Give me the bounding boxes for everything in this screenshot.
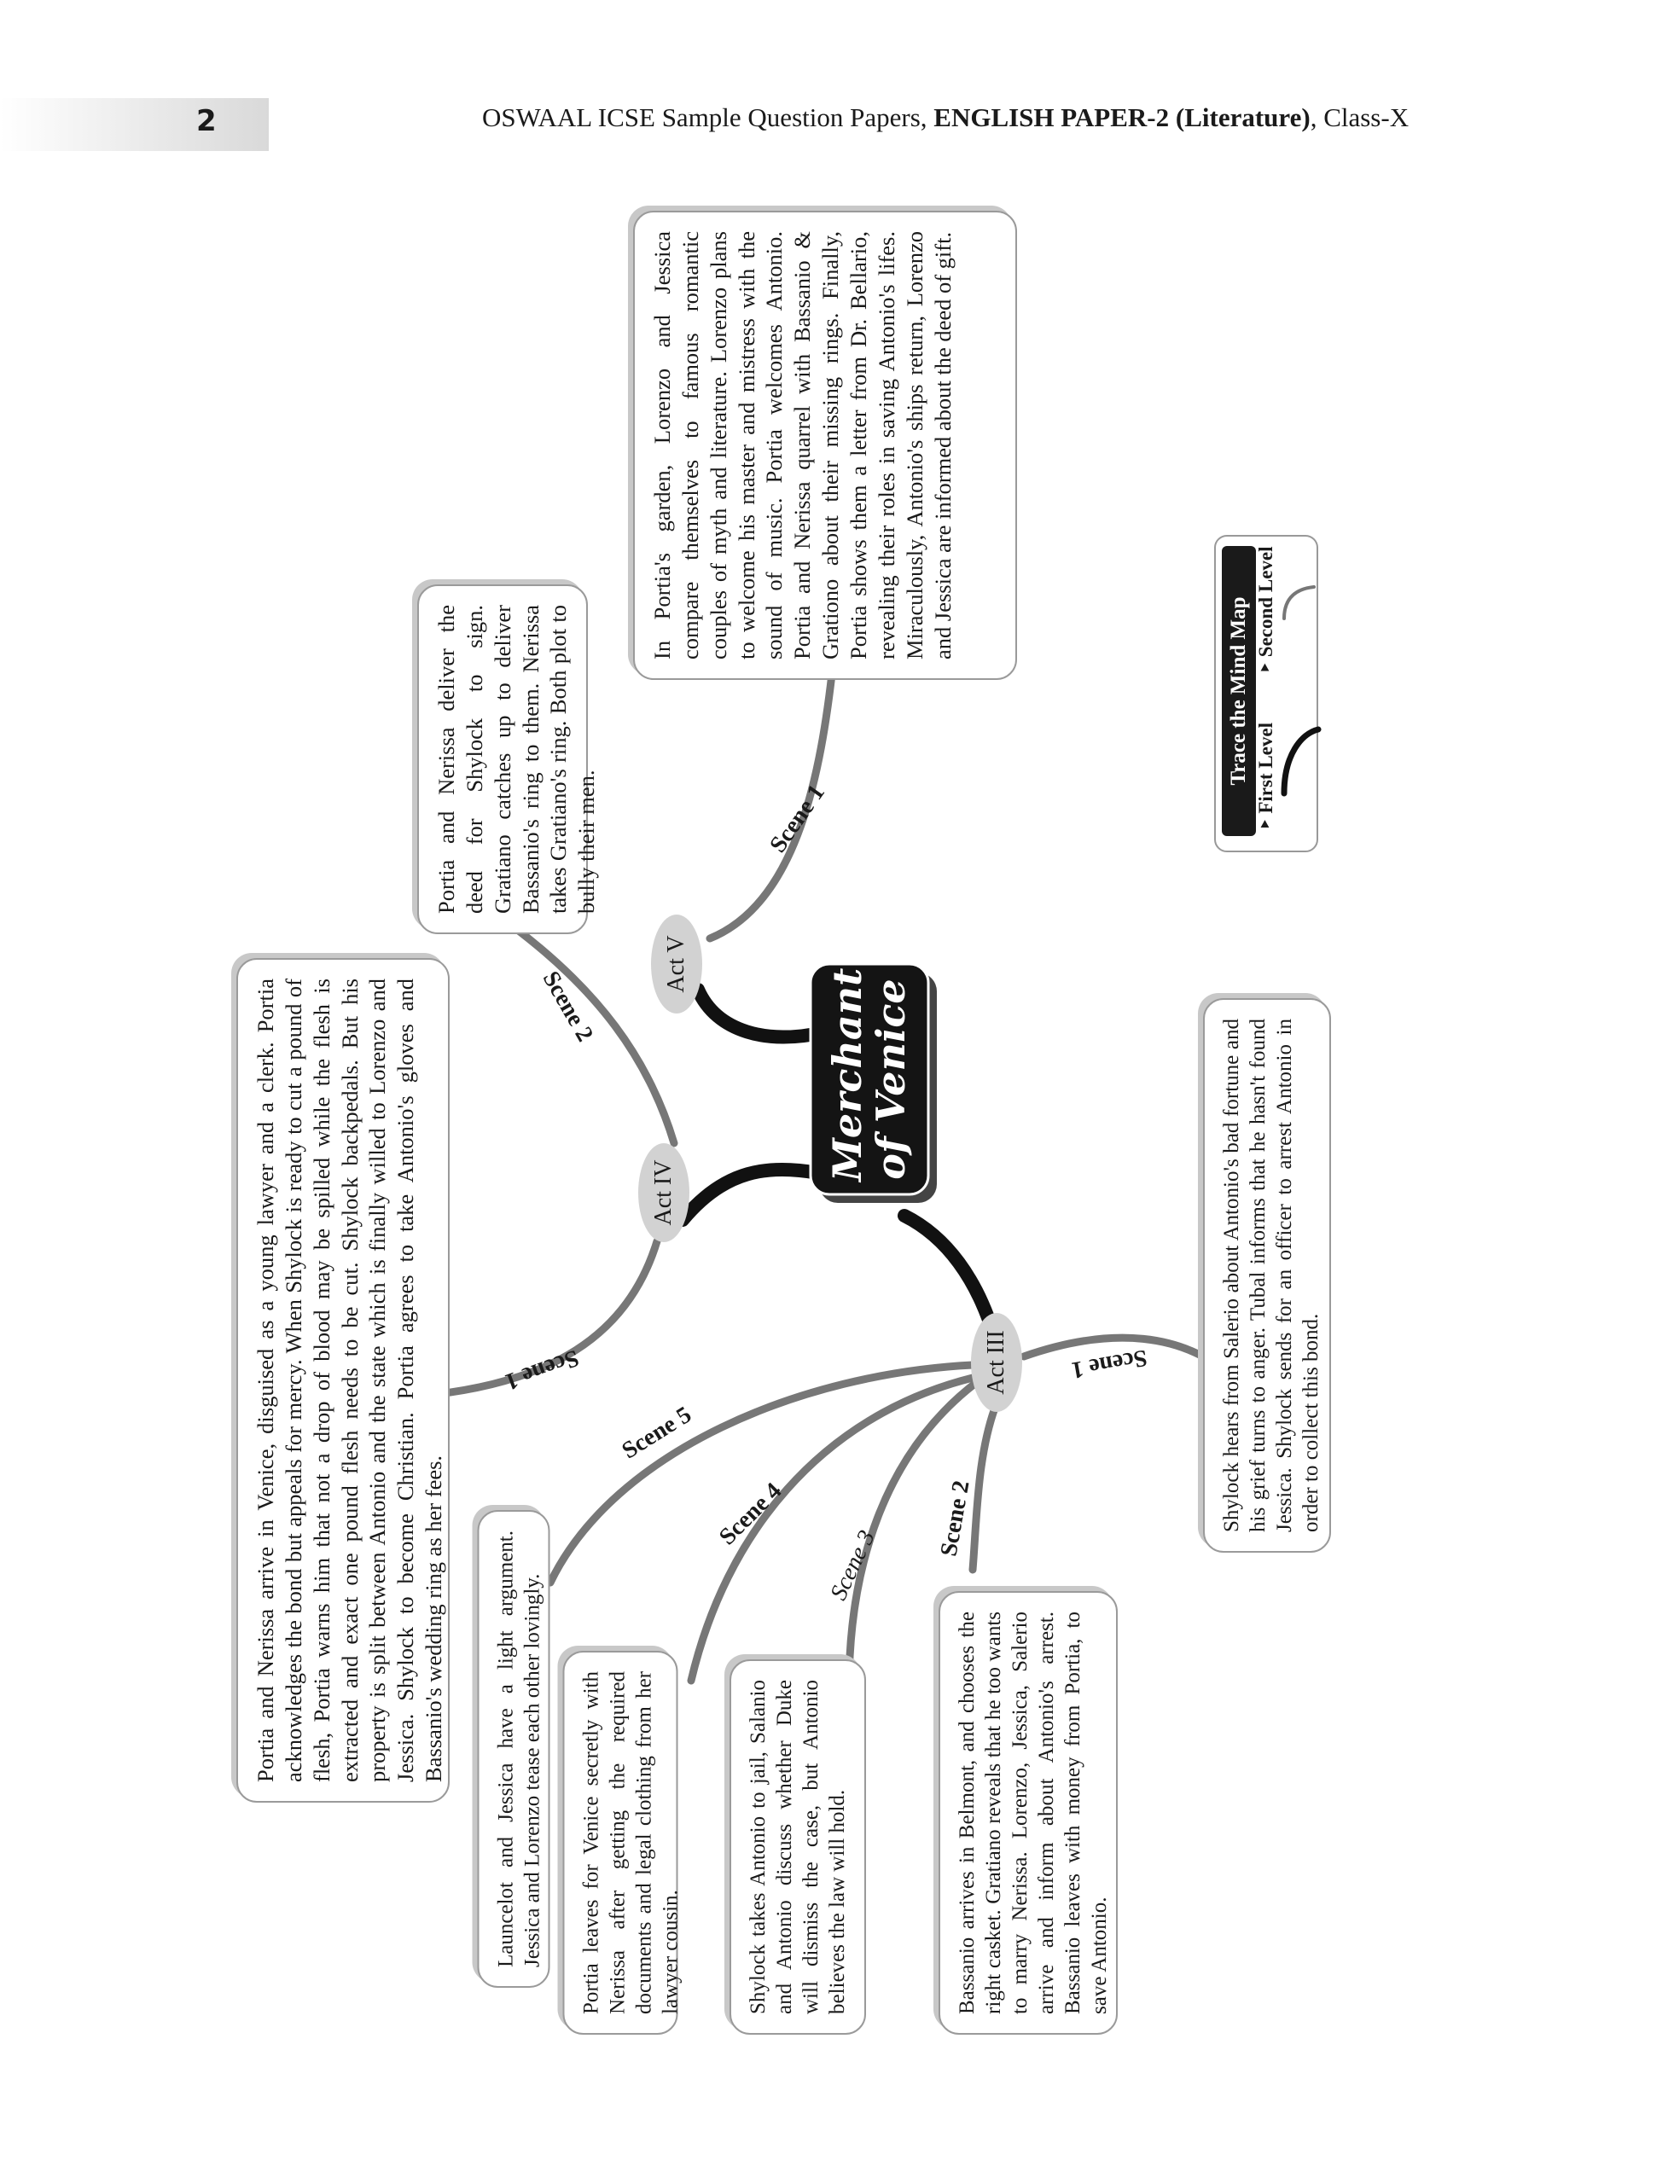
label-act3-scene3: Scene 3: [825, 1526, 881, 1605]
box-act4-scene2: Portia and Nerissa deliver the deed for Shylock to sign. Gratiano catches up to deliver Bassanio's ring to them. Nerissa takes Gratiano's ring. Both plot to bully their men.: [417, 584, 588, 934]
legend-first-level-label: First Level: [1255, 723, 1276, 814]
label-act3-scene2: Scene 2: [935, 1478, 975, 1559]
box-act3-scene5: Launcelot and Jessica have a light argument. Jessica and Lorenzo tease each other lovingly.: [478, 1510, 550, 1988]
act4-label: Act IV: [650, 1159, 677, 1226]
label-act5-scene1: Scene 1: [764, 780, 830, 858]
label-act4-scene2: Scene 2: [537, 967, 599, 1047]
center-title: [818, 967, 921, 1182]
box-act5-scene1: In Portia's garden, Lorenzo and Jessica compare themselves to famous romantic couples of myth and literature. Lorenzo plans to welcome his master and mistress with the sound of music. Portia welcomes Antonio. Portia and Nerissa quarrel with Bassanio & Grationo about their missing rings. Finally, Portia shows them a letter from Dr. Bellario, revealing their roles in saving Antonio's lifes. Miraculously, Antonio's ships return, Lorenzo and Jessica are informed about the deed of gift.: [633, 211, 1017, 680]
legend-second-level: ‣ Second Level: [1255, 546, 1276, 674]
box-act3-scene3: Shylock takes Antonio to jail, Salanio and Antonio discuss whether Duke will dismiss the case, but Antonio believes the law will hold.: [730, 1659, 866, 2035]
center-title-line1: Merchant: [824, 967, 871, 1182]
box-act3-scene4: Portia leaves for Venice secretly with Nerissa after getting the required documents and legal clothing from her lawyer cousin.: [563, 1651, 678, 2035]
center-title-line2: of Venice: [868, 979, 914, 1180]
header-title-bold: ENGLISH PAPER-2 (Literature): [933, 102, 1311, 132]
label-act3-scene5: Scene 5: [617, 1401, 696, 1465]
act3-label: Act III: [983, 1330, 1009, 1395]
branch-center-act5: [698, 990, 823, 1037]
header-title-suffix: , Class-X: [1310, 102, 1410, 132]
label-act3-scene1: Scene 1: [1069, 1344, 1149, 1384]
branch-center-act4: [683, 1170, 819, 1220]
box-act3-scene1: Shylock hears from Salerio about Antonio's bad fortune and his grief turns to anger. Tubal informs that he hasn't found Jessica. Shylock sends for an officer to arrest Antonio in order to collect this bond.: [1203, 998, 1331, 1553]
legend-first-level: ‣ First Level: [1255, 723, 1276, 830]
legend-title: Trace the Mind Map: [1227, 596, 1250, 786]
branch-center-act3: [904, 1216, 994, 1335]
legend-second-level-label: Second Level: [1255, 546, 1276, 658]
act5-label: Act V: [663, 935, 689, 993]
page-number: 2: [196, 104, 217, 138]
box-act4-scene1: Portia and Nerissa arrive in Venice, disguised as a young lawyer and a clerk. Portia acknowledges the bond but appeals for mercy. When Shylock is ready to cut a pound of flesh, Portia warns him that not a drop of blood may be spilled while the flesh is extracted and exact one pound flesh needs to be cut. Shylock backpedals. But his property is split between Antonio and the state which is finally willed to Lorenzo and Jessica. Shylock to become Christian. Portia agrees to take Antonio's gloves and Bassanio's wedding ring as her fees.: [236, 958, 450, 1803]
box-act3-scene2: Bassanio arrives in Belmont, and chooses the right casket. Gratiano reveals that he too wants to marry Nerissa. Lorenzo, Jessica, Salerio arrive and inform about Antonio's arrest. Bassanio leaves with money from Portia, to save Antonio.: [939, 1591, 1118, 2035]
label-act4-scene1: Scene 1: [501, 1344, 583, 1396]
header-title-prefix: OSWAAL ICSE Sample Question Papers,: [482, 102, 934, 132]
label-act3-scene4: Scene 4: [714, 1478, 788, 1551]
branch-act3-scene2: [973, 1399, 998, 1570]
